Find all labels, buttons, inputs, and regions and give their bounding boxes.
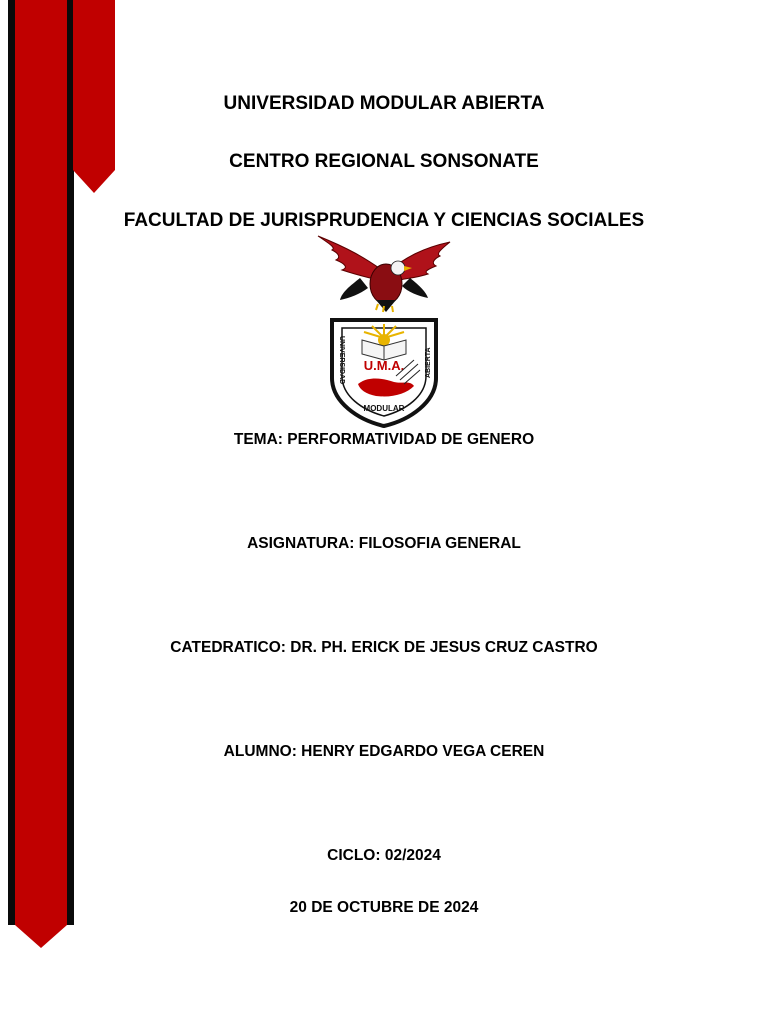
- faculty-name: FACULTAD DE JURISPRUDENCIA Y CIENCIAS SOCIALES: [123, 210, 645, 231]
- regional-center: CENTRO REGIONAL SONSONATE: [229, 151, 539, 172]
- university-name: UNIVERSIDAD MODULAR ABIERTA: [223, 93, 545, 114]
- shield-icon: [332, 320, 436, 426]
- logo-ring-left: UNIVERSIDAD: [338, 336, 345, 385]
- ribbon-red-long: [15, 0, 67, 948]
- eagle-icon: [318, 236, 450, 312]
- tema-line: TEMA: PERFORMATIVIDAD DE GENERO: [233, 431, 535, 448]
- catedratico-line: CATEDRATICO: DR. PH. ERICK DE JESUS CRUZ CASTRO: [170, 639, 598, 656]
- asignatura-line: ASIGNATURA: FILOSOFIA GENERAL: [247, 535, 521, 552]
- alumno-line: ALUMNO: HENRY EDGARDO VEGA CEREN: [223, 743, 545, 760]
- logo-ring-bottom: MODULAR: [363, 404, 405, 413]
- ciclo-line: CICLO: 02/2024: [327, 847, 441, 864]
- date-line: 20 DE OCTUBRE DE 2024: [289, 899, 479, 916]
- university-logo: [310, 228, 458, 428]
- logo-ring-right: ABIERTA: [425, 347, 432, 378]
- logo-initials: U.M.A.: [363, 358, 405, 373]
